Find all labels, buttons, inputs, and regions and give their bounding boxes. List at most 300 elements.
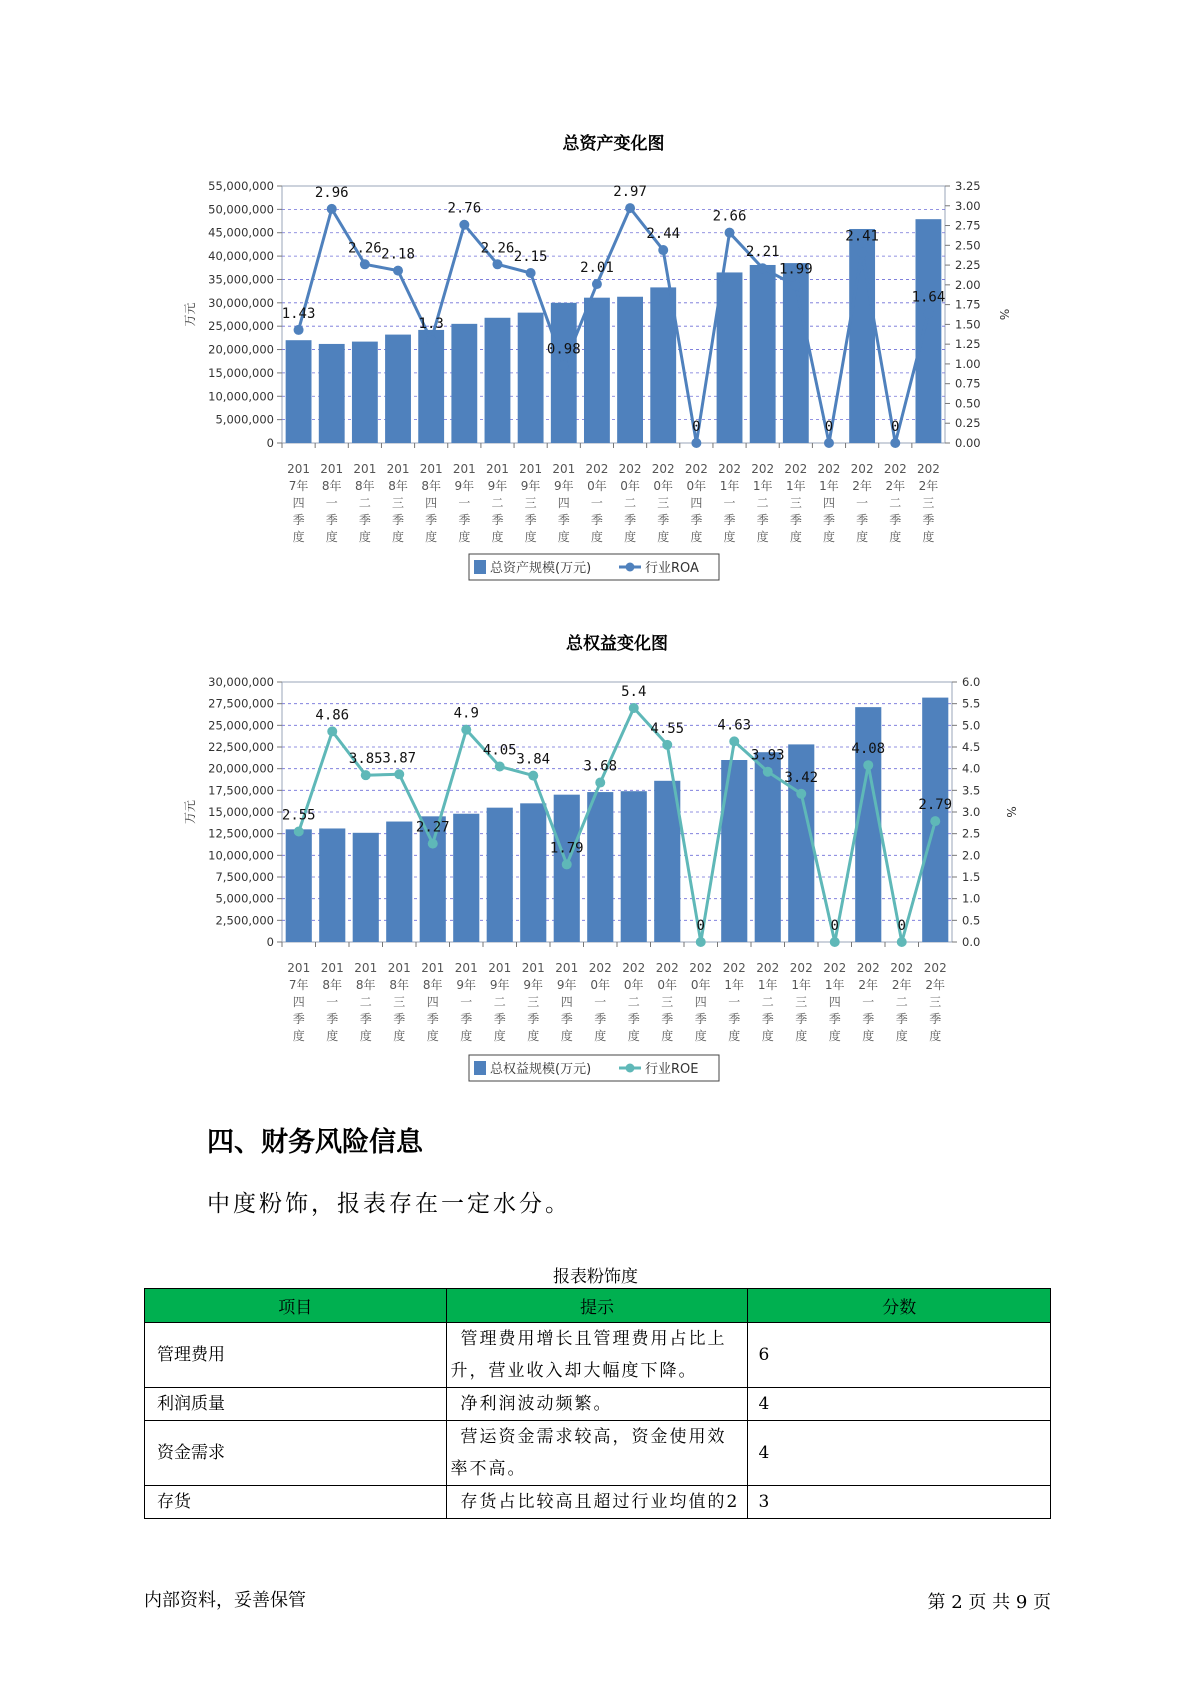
right-axis-tick: 5.5 <box>962 696 981 711</box>
category-label: 季 <box>929 1012 942 1026</box>
cell-item: 利润质量 <box>145 1388 447 1421</box>
table-row <box>145 1486 1051 1519</box>
category-label: 三 <box>393 995 406 1009</box>
right-axis-tick: 2.5 <box>962 826 981 841</box>
category-label: 四 <box>292 496 305 510</box>
right-axis-tick: 1.00 <box>955 356 981 371</box>
category-label: 季 <box>657 513 670 527</box>
line-point <box>459 220 469 230</box>
bar <box>352 342 378 443</box>
bar <box>617 297 643 443</box>
category-label: 度 <box>795 1029 808 1043</box>
line-point <box>360 259 370 269</box>
line-point <box>461 725 471 735</box>
category-label: 8年 <box>421 479 441 493</box>
right-axis-tick: 3.5 <box>962 783 981 798</box>
category-label: 202 <box>923 961 947 975</box>
category-label: 度 <box>889 530 902 544</box>
category-label: 202 <box>817 462 841 476</box>
data-label: 2.55 <box>281 807 316 824</box>
category-label: 202 <box>618 462 642 476</box>
category-label: 201 <box>521 961 545 975</box>
line-point <box>890 438 900 448</box>
category-label: 一 <box>594 995 607 1009</box>
line-point <box>857 247 867 257</box>
line-point <box>729 736 739 746</box>
category-label: 度 <box>895 1029 908 1043</box>
category-label: 1年 <box>819 479 839 493</box>
category-label: 三 <box>527 995 540 1009</box>
footer-page-number: 第 2 页 共 9 页 <box>927 1592 1051 1613</box>
legend-label-line: 行业ROA <box>645 561 699 576</box>
category-label: 202 <box>622 961 646 975</box>
header-item: 项目 <box>145 1289 447 1323</box>
bar <box>755 752 781 942</box>
chart-title: 总资产变化图 <box>562 134 665 154</box>
category-label: 度 <box>627 1029 640 1043</box>
category-label: 201 <box>387 961 411 975</box>
category-label: 度 <box>292 1029 305 1043</box>
category-label: 1年 <box>824 978 845 992</box>
data-label: 2.21 <box>745 244 780 261</box>
line-point <box>629 703 639 713</box>
category-label: 季 <box>359 1012 372 1026</box>
category-label: 三 <box>789 496 802 510</box>
line-point <box>327 726 337 736</box>
data-label: 2.27 <box>415 819 450 836</box>
data-label: 0 <box>830 918 839 934</box>
left-axis-tick: 35,000,000 <box>208 272 274 287</box>
category-label: 度 <box>560 1029 573 1043</box>
category-label: 202 <box>916 462 940 476</box>
category-label: 202 <box>651 462 675 476</box>
category-label: 度 <box>922 530 935 544</box>
bar <box>518 313 544 443</box>
line-point <box>923 308 933 318</box>
data-label: 2.41 <box>845 228 879 245</box>
category-label: 202 <box>883 462 907 476</box>
category-label: 202 <box>655 961 679 975</box>
bar <box>386 822 412 942</box>
category-label: 9年 <box>520 479 541 493</box>
category-label: 1年 <box>752 479 773 493</box>
category-label: 0年 <box>657 978 678 992</box>
category-label: 度 <box>393 1029 406 1043</box>
bar <box>418 330 444 443</box>
data-label: 1.64 <box>911 289 946 306</box>
category-label: 度 <box>458 530 471 544</box>
category-label: 9年 <box>456 978 477 992</box>
cell-item: 管理费用 <box>145 1323 447 1388</box>
category-label: 度 <box>292 530 305 544</box>
category-label: 二 <box>761 995 774 1009</box>
line-point <box>595 778 605 788</box>
category-label: 度 <box>358 530 371 544</box>
data-label: 3.68 <box>583 758 618 775</box>
category-label: 度 <box>694 1029 707 1043</box>
left-axis-tick: 30,000,000 <box>208 295 274 310</box>
category-label: 202 <box>689 961 713 975</box>
right-axis-tick: 2.00 <box>955 277 981 292</box>
category-label: 8年 <box>322 978 343 992</box>
data-label: 0 <box>897 918 906 934</box>
data-label: 3.42 <box>784 769 819 786</box>
data-label: 5.4 <box>621 684 647 700</box>
right-axis-tick: 2.75 <box>955 218 981 233</box>
data-label: 2.44 <box>646 226 681 243</box>
category-label: 8年 <box>422 978 443 992</box>
category-label: 度 <box>789 530 802 544</box>
data-label: 2.66 <box>712 208 747 225</box>
category-label: 四 <box>557 496 570 510</box>
category-label: 201 <box>454 961 478 975</box>
line-point <box>528 771 538 781</box>
category-label: 0年 <box>690 978 711 992</box>
category-label: 2年 <box>852 479 872 493</box>
line-point <box>294 325 304 335</box>
line-point <box>758 263 768 273</box>
right-axis-label: % <box>1004 806 1018 818</box>
category-label: 度 <box>828 1029 841 1043</box>
category-label: 度 <box>491 530 504 544</box>
left-axis-tick: 12,500,000 <box>208 826 274 841</box>
bar <box>385 335 411 443</box>
right-axis-tick: 1.50 <box>955 317 981 332</box>
line-point <box>592 279 602 289</box>
category-label: 季 <box>326 1012 339 1026</box>
category-label: 三 <box>795 995 808 1009</box>
left-axis-tick: 30,000,000 <box>208 675 274 689</box>
category-label: 9年 <box>489 978 510 992</box>
bar <box>453 814 479 942</box>
category-label: 度 <box>326 1029 339 1043</box>
data-label: 2.18 <box>381 246 415 263</box>
data-label: 2.26 <box>348 240 382 257</box>
total-assets-chart <box>0 130 1191 600</box>
category-label: 8年 <box>321 479 342 493</box>
data-label: 4.05 <box>482 742 517 759</box>
bar <box>750 265 776 443</box>
category-label: 季 <box>460 1012 473 1026</box>
line-point <box>562 859 572 869</box>
category-label: 季 <box>590 513 603 527</box>
category-label: 9年 <box>454 479 475 493</box>
category-label: 季 <box>358 513 371 527</box>
category-label: 一 <box>590 496 603 510</box>
line-point <box>897 937 907 947</box>
data-label: 2.76 <box>447 200 482 217</box>
bar <box>286 829 312 942</box>
category-label: 202 <box>784 462 808 476</box>
bar <box>451 324 477 443</box>
category-label: 二 <box>756 496 769 510</box>
category-label: 度 <box>624 530 637 544</box>
right-axis-tick: 1.75 <box>955 297 981 312</box>
right-axis-tick: 0.5 <box>962 913 981 928</box>
bar <box>319 344 345 443</box>
category-label: 8年 <box>389 978 410 992</box>
category-label: 度 <box>460 1029 473 1043</box>
category-label: 202 <box>751 462 775 476</box>
category-label: 季 <box>828 1012 841 1026</box>
table-header-row <box>145 1289 1051 1323</box>
category-label: 度 <box>723 530 736 544</box>
category-label: 202 <box>789 961 813 975</box>
line-point <box>662 740 672 750</box>
category-label: 9年 <box>553 479 574 493</box>
cell-score: 4 <box>748 1421 1051 1486</box>
right-axis-label: % <box>997 308 1011 321</box>
category-label: 1年 <box>791 978 812 992</box>
category-label: 度 <box>325 530 338 544</box>
left-axis-tick: 0 <box>266 436 274 450</box>
data-label: 1.79 <box>549 840 584 857</box>
plot-area <box>282 186 945 443</box>
category-label: 201 <box>419 462 443 476</box>
category-label: 度 <box>594 1029 607 1043</box>
cell-hint: 净利润波动频繁。 <box>446 1388 748 1421</box>
category-label: 季 <box>458 513 471 527</box>
data-label: 2.26 <box>480 240 515 257</box>
left-axis-tick: 25,000,000 <box>208 718 274 733</box>
category-label: 0年 <box>653 479 674 493</box>
category-label: 度 <box>862 1029 875 1043</box>
category-label: 季 <box>789 513 802 527</box>
bar <box>353 833 379 942</box>
line-point <box>428 839 438 849</box>
category-label: 2年 <box>885 479 906 493</box>
line-point <box>526 268 536 278</box>
category-label: 一 <box>460 995 473 1009</box>
category-label: 202 <box>718 462 741 476</box>
category-label: 度 <box>929 1029 942 1043</box>
right-axis-tick: 6.0 <box>962 675 981 689</box>
category-label: 201 <box>386 462 410 476</box>
data-label: 1.99 <box>778 261 813 278</box>
category-label: 0年 <box>590 978 611 992</box>
category-label: 度 <box>392 530 405 544</box>
legend-line-marker <box>626 563 635 572</box>
category-label: 二 <box>627 995 640 1009</box>
line-point <box>361 770 371 780</box>
category-label: 季 <box>557 513 570 527</box>
category-label: 季 <box>392 513 405 527</box>
category-label: 2年 <box>925 978 946 992</box>
category-label: 2年 <box>918 479 939 493</box>
category-label: 2年 <box>891 978 912 992</box>
category-label: 季 <box>627 1012 640 1026</box>
total-equity-chart <box>0 630 1191 1100</box>
header-score: 分数 <box>748 1289 1051 1323</box>
left-axis-tick: 0 <box>266 935 274 949</box>
left-axis-tick: 5,000,000 <box>215 412 274 427</box>
left-axis-tick: 10,000,000 <box>208 389 274 404</box>
category-label: 季 <box>728 1012 741 1026</box>
right-axis-tick: 0.75 <box>955 376 981 391</box>
category-label: 季 <box>661 1012 674 1026</box>
category-label: 三 <box>661 995 674 1009</box>
category-label: 季 <box>895 1012 908 1026</box>
legend-label-line: 行业ROE <box>645 1062 699 1077</box>
right-axis-tick: 3.25 <box>955 179 981 193</box>
left-axis-tick: 20,000,000 <box>208 342 274 357</box>
category-label: 季 <box>761 1012 774 1026</box>
section-heading: 四、财务风险信息 <box>207 1127 423 1158</box>
category-label: 一 <box>325 496 338 510</box>
category-label: 二 <box>491 496 504 510</box>
right-axis-tick: 0.00 <box>955 436 981 450</box>
category-label: 201 <box>320 961 344 975</box>
table-caption: 报表粉饰度 <box>553 1267 638 1287</box>
category-label: 201 <box>320 462 344 476</box>
category-label: 8年 <box>355 978 376 992</box>
category-label: 季 <box>756 513 769 527</box>
footer-confidential: 内部资料，妥善保管 <box>144 1590 306 1611</box>
right-axis-tick: 0.25 <box>955 416 981 431</box>
category-label: 201 <box>452 462 476 476</box>
category-label: 201 <box>287 961 311 975</box>
bar <box>915 219 941 443</box>
line-point <box>625 203 635 213</box>
left-axis-tick: 10,000,000 <box>208 848 274 863</box>
category-label: 季 <box>690 513 703 527</box>
category-label: 季 <box>393 1012 406 1026</box>
category-label: 四 <box>426 995 439 1009</box>
line-point <box>691 438 701 448</box>
data-label: 2.01 <box>580 260 614 277</box>
bar <box>520 803 546 942</box>
category-label: 一 <box>856 496 869 510</box>
category-label: 201 <box>488 961 512 975</box>
data-label: 2.15 <box>513 248 548 265</box>
data-label: 1.43 <box>281 305 316 322</box>
category-label: 季 <box>292 513 305 527</box>
category-label: 四 <box>694 995 707 1009</box>
category-label: 度 <box>690 530 703 544</box>
legend-bar-swatch <box>474 1061 486 1075</box>
category-label: 四 <box>560 995 573 1009</box>
cell-hint: 存货占比较高且超过行业均值的2 <box>446 1486 748 1519</box>
category-label: 度 <box>493 1029 506 1043</box>
risk-table <box>144 1288 1051 1519</box>
legend-label-bar: 总权益规模(万元) <box>490 1062 592 1077</box>
data-label: 4.08 <box>851 741 886 758</box>
category-label: 201 <box>555 961 579 975</box>
category-label: 0年 <box>587 479 607 493</box>
line-point <box>294 827 304 837</box>
category-label: 季 <box>491 513 504 527</box>
category-label: 7年 <box>288 479 309 493</box>
data-label: 0 <box>696 918 705 934</box>
category-label: 0年 <box>620 479 640 493</box>
category-label: 季 <box>624 513 637 527</box>
data-label: 4.55 <box>650 720 685 737</box>
cell-score: 4 <box>748 1388 1051 1421</box>
line-point <box>796 789 806 799</box>
left-axis-tick: 20,000,000 <box>208 761 274 776</box>
right-axis-tick: 0.50 <box>955 396 981 411</box>
right-axis-tick: 1.25 <box>955 337 981 352</box>
right-axis-tick: 1.0 <box>962 891 981 906</box>
line-point <box>559 361 569 371</box>
category-label: 三 <box>657 496 670 510</box>
category-label: 季 <box>292 1012 305 1026</box>
bar <box>319 828 345 942</box>
category-label: 1年 <box>719 479 740 493</box>
category-label: 二 <box>895 995 908 1009</box>
left-axis-tick: 2,500,000 <box>215 913 274 928</box>
data-label: 3.93 <box>750 747 785 764</box>
bar <box>587 792 613 942</box>
category-label: 季 <box>524 513 537 527</box>
left-axis-tick: 17,500,000 <box>208 783 274 798</box>
category-label: 季 <box>822 513 835 527</box>
category-label: 二 <box>358 496 371 510</box>
data-label: 2.96 <box>314 184 349 201</box>
left-axis-tick: 5,000,000 <box>215 891 274 906</box>
line-point <box>830 937 840 947</box>
line-point <box>824 438 834 448</box>
category-label: 四 <box>292 995 305 1009</box>
category-label: 202 <box>585 462 609 476</box>
bar <box>286 340 312 443</box>
right-axis-tick: 2.25 <box>955 258 981 273</box>
table-row <box>145 1421 1051 1486</box>
right-axis-tick: 3.0 <box>962 805 981 819</box>
category-label: 度 <box>557 530 570 544</box>
category-label: 8年 <box>388 479 408 493</box>
cell-item: 存货 <box>145 1486 447 1519</box>
right-axis-tick: 2.0 <box>962 848 981 863</box>
category-label: 0年 <box>686 479 707 493</box>
category-label: 四 <box>425 496 438 510</box>
line-point <box>495 762 505 772</box>
category-label: 二 <box>624 496 637 510</box>
data-label: 0 <box>824 419 834 435</box>
line-point <box>696 937 706 947</box>
left-axis-tick: 7,500,000 <box>215 870 274 884</box>
category-label: 二 <box>359 995 372 1009</box>
data-label: 3.87 <box>382 750 417 767</box>
left-axis-tick: 15,000,000 <box>208 365 274 380</box>
bar <box>584 298 610 443</box>
cell-score: 3 <box>748 1486 1051 1519</box>
bar <box>551 303 577 443</box>
table-row <box>145 1323 1051 1388</box>
category-label: 四 <box>690 496 703 510</box>
category-label: 9年 <box>487 479 508 493</box>
right-axis-tick: 3.00 <box>955 198 981 213</box>
category-label: 季 <box>889 513 902 527</box>
left-axis-tick: 45,000,000 <box>208 225 274 240</box>
data-label: 0 <box>891 419 900 435</box>
category-label: 202 <box>684 462 708 476</box>
category-label: 度 <box>661 1029 674 1043</box>
line-point <box>492 259 502 269</box>
category-label: 季 <box>493 1012 506 1026</box>
category-label: 三 <box>392 496 405 510</box>
risk-summary: 中度粉饰，报表存在一定水分。 <box>207 1191 571 1217</box>
category-label: 一 <box>723 496 736 510</box>
category-label: 二 <box>493 995 506 1009</box>
category-label: 201 <box>353 462 377 476</box>
category-label: 202 <box>756 961 780 975</box>
bar <box>721 760 747 942</box>
category-label: 202 <box>890 961 914 975</box>
category-label: 季 <box>723 513 736 527</box>
line-point <box>763 767 773 777</box>
left-axis-tick: 22,500,000 <box>208 740 274 754</box>
